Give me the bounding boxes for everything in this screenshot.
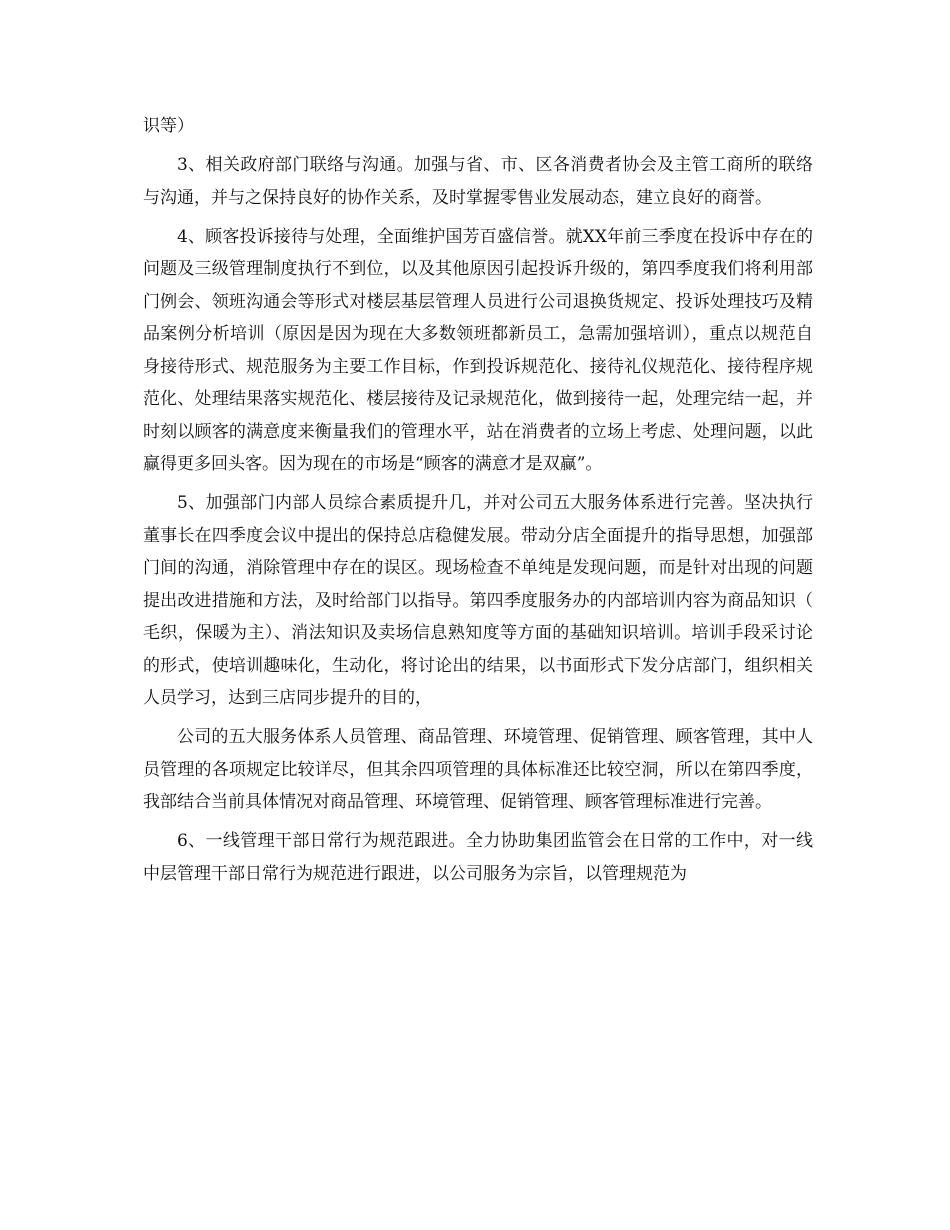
- paragraph-item-3: 3、相关政府部门联络与沟通。加强与省、市、区各消费者协会及主管工商所的联络与沟通，并与之保持良好的协作关系，及时掌握零售业发展动态，建立良好的商誉。: [143, 155, 813, 208]
- paragraph-item-4: 4、顾客投诉接待与处理，全面维护国芳百盛信誉。就XX年前三季度在投诉中存在的问题及三级管理制度执行不到位，以及其他原因引起投诉升级的，第四季度我们将利用部门例会、领班沟通会等形式对楼层基层管理人员进行公司退换货规定、投诉处理技巧及精品案例分析培训（原因是因为现在大多数领班都新员工，急需加强培训），重点以规范自身接待形式、规范服务为主要工作目标，作到投诉规范化、接待礼仪规范化、接待程序规范化、处理结果落实规范化、楼层接待及记录规范化，做到接待一起，处理完结一起，并时刻以顾客的满意度来衡量我们的管理水平，站在消费者的立场上考虑、处理问题，以此赢得更多回头客。因为现在的市场是“顾客的满意才是双赢”。: [143, 226, 813, 474]
- document-body: [143, 110, 813, 897]
- paragraph-service-system: 公司的五大服务体系人员管理、商品管理、环境管理、促销管理、顾客管理，其中人员管理的各项规定比较详尽，但其余四项管理的具体标准还比较空洞，所以在第四季度，我部结合当前具体情况对商品管理、环境管理、促销管理、顾客管理标准进行完善。: [143, 727, 813, 812]
- paragraph-item-6: 6、一线管理干部日常行为规范跟进。全力协助集团监管会在日常的工作中，对一线中层管理干部日常行为规范进行跟进，以公司服务为宗旨，以管理规范为: [143, 831, 813, 884]
- paragraph-continuation: 识等）: [143, 116, 194, 136]
- paragraph-item-5: 5、加强部门内部人员综合素质提升几，并对公司五大服务体系进行完善。坚决执行董事长在四季度会议中提出的保持总店稳健发展。带动分店全面提升的指导思想，加强部门间的沟通，消除管理中存在的误区。现场检查不单纯是发现问题，而是针对出现的问题提出改进措施和方法，及时给部门以指导。第四季度服务办的内部培训内容为商品知识（毛织，保暖为主）、消法知识及卖场信息熟知度等方面的基础知识培训。培训手段采讨论的形式，使培训趣味化，生动化，将讨论出的结果，以书面形式下发分店部门，组织相关人员学习，达到三店同步提升的目的，: [143, 493, 813, 708]
